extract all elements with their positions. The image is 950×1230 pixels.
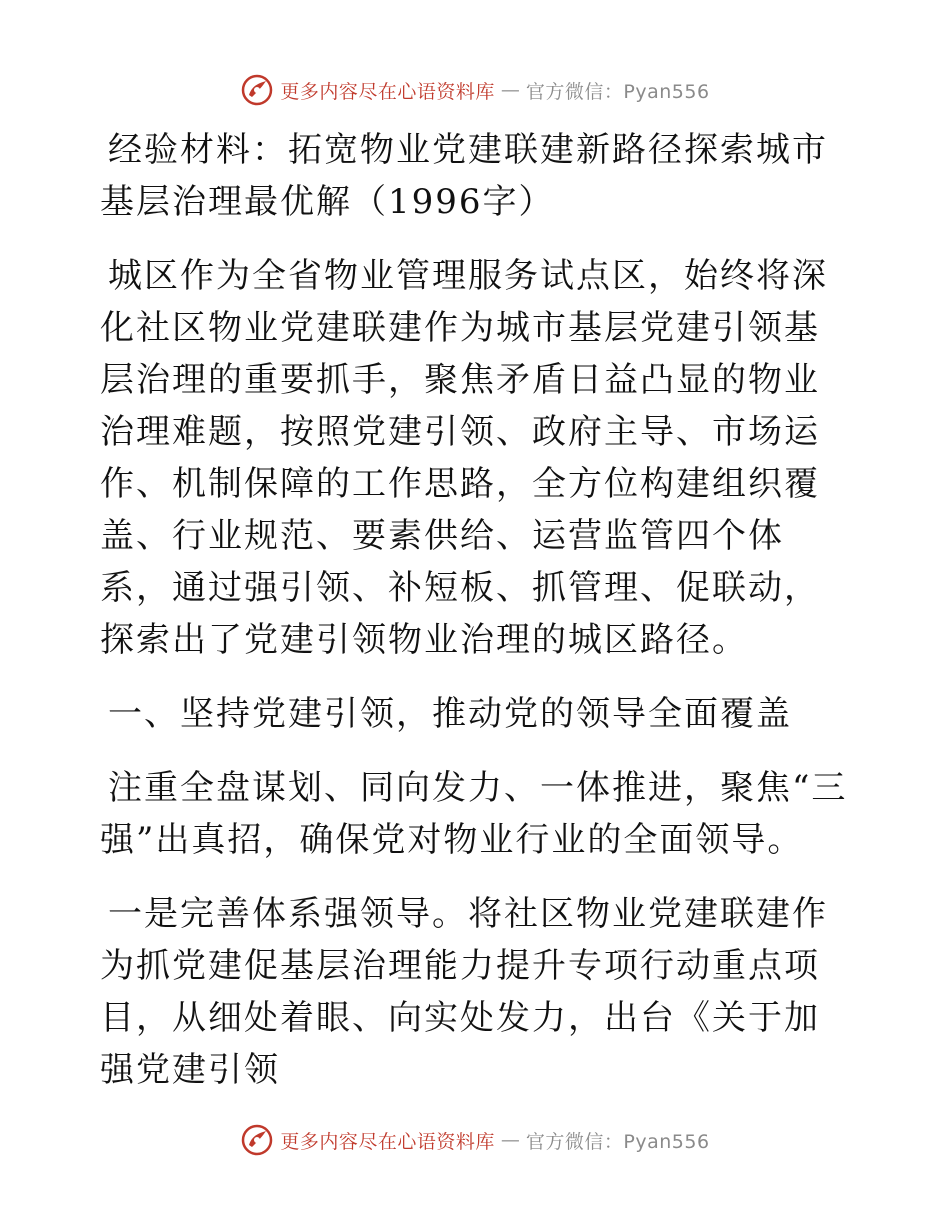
header-watermark: [0, 70, 950, 110]
watermark-dash: —: [500, 79, 520, 101]
document-title: 经验材料：拓宽物业党建联建新路径探索城市基层治理最优解（1996字）: [100, 130, 828, 222]
document-body: [100, 124, 852, 1118]
paragraph-intro: 城区作为全省物业管理服务试点区，始终将深化社区物业党建联建作为城市基层党建引领基层治理的重要抓手，聚焦矛盾日益凸显的物业治理难题，按照党建引领、政府主导、市场运作、机制保障的工作思路，全方位构建组织覆盖、行业规范、要素供给、运营监管四个体系，通过强引领、补短板、抓管理、促联动，探索出了党建引领物业治理的城区路径。: [100, 256, 828, 660]
watermark-gray-text: 官方微信：Pyan556: [525, 80, 710, 103]
paragraph-section-1-intro: 注重全盘谋划、同向发力、一体推进，聚焦“三强”出真招，确保党对物业行业的全面领导。: [100, 768, 848, 860]
paragraph-point-1: 一是完善体系强领导。将社区物业党建联建作为抓党建促基层治理能力提升专项行动重点项目，从细处着眼、向实处发力，出台《关于加强党建引领: [100, 894, 828, 1090]
watermark-gray-text: 官方微信：Pyan556: [525, 1130, 710, 1153]
section-heading-1: 一、坚持党建引领，推动党的领导全面覆盖: [108, 694, 792, 734]
brand-logo-icon: [240, 1123, 274, 1157]
footer-watermark: [0, 1120, 950, 1160]
watermark-red-text: 更多内容尽在心语资料库: [280, 80, 495, 103]
watermark-red-text: 更多内容尽在心语资料库: [280, 1130, 495, 1153]
brand-logo-icon: [240, 73, 274, 107]
watermark-dash: —: [500, 1129, 520, 1151]
